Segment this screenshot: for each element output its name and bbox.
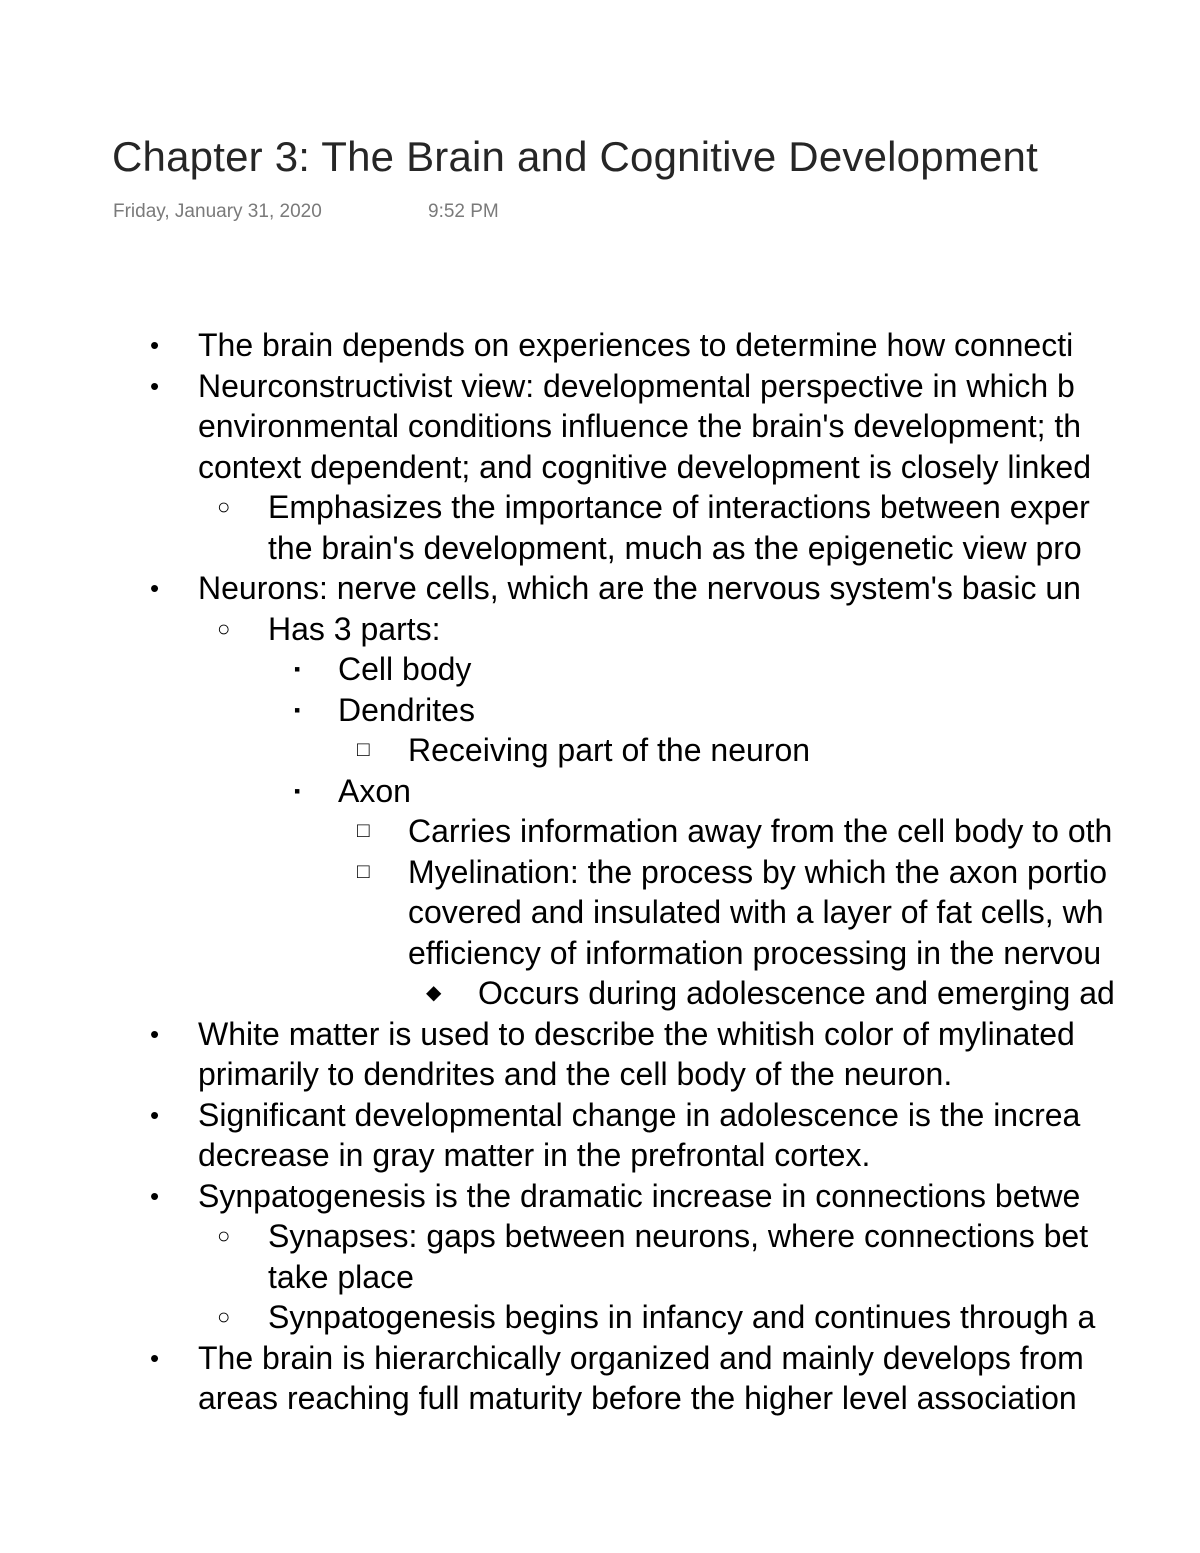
bullet-marker-icon: ○ [217, 494, 231, 519]
list-item-text: take place [268, 1258, 414, 1295]
list-item [0, 487, 1200, 568]
list-item-text: decrease in gray matter in the prefrontal cortex. [198, 1137, 871, 1173]
list-item-text: covered and insulated with a layer of fat cells, wh [408, 894, 1104, 930]
list-item-text: Myelination: the process by which the axon portio [408, 853, 1108, 890]
bullet-marker-icon: ▪ [294, 699, 301, 720]
list-item-text: the brain's development, much as the epigenetic view pro [268, 529, 1082, 566]
list-item [0, 609, 1200, 650]
list-item [0, 568, 1200, 609]
list-item-text: Cell body [338, 651, 472, 687]
note-body [0, 325, 1200, 1435]
bullet-marker-icon: ▪ [294, 659, 301, 679]
list-item [0, 690, 1200, 731]
list-item-text: Neurconstructivist view: developmental perspective in which b [198, 367, 1075, 404]
bullet-marker-icon: ○ [217, 1223, 231, 1248]
list-item [0, 1338, 1200, 1419]
list-item-text: Synpatogenesis is the dramatic increase in connections betwe [198, 1177, 1081, 1214]
list-item-text: White matter is used to describe the whitish color of mylinated [198, 1015, 1075, 1052]
list-item [0, 366, 1200, 488]
bullet-marker-icon: • [150, 1099, 160, 1130]
list-item-text: Synapses: gaps between neurons, where connections bet [268, 1218, 1089, 1254]
list-item-text: Has 3 parts: [268, 610, 441, 647]
bullet-marker-icon: • [150, 1342, 160, 1373]
list-item-text: efficiency of information processing in the nervou [408, 934, 1102, 971]
list-item [0, 852, 1200, 974]
list-item-text: primarily to dendrites and the cell body of the neuron. [198, 1056, 953, 1092]
bullet-marker-icon: ◆ [426, 982, 442, 1004]
bullet-marker-icon: • [150, 1180, 160, 1211]
bullet-marker-icon: □ [357, 819, 370, 842]
list-item-text: Synpatogenesis begins in infancy and continues through a [268, 1299, 1096, 1335]
list-item [0, 1176, 1200, 1217]
list-item [0, 1095, 1200, 1176]
list-item-text: Axon [338, 772, 411, 809]
bullet-list [0, 325, 1200, 1419]
list-item-text: environmental conditions influence the brain's development; th [198, 408, 1082, 444]
list-item-text: Receiving part of the neuron [408, 732, 811, 768]
list-item-text: areas reaching full maturity before the higher level association [198, 1380, 1077, 1416]
list-item [0, 1014, 1200, 1095]
list-item-text: Carries information away from the cell body to oth [408, 813, 1113, 849]
bullet-marker-icon: ○ [217, 615, 231, 641]
list-item [0, 1297, 1200, 1338]
list-item [0, 730, 1200, 771]
bullet-marker-icon: □ [357, 738, 370, 761]
list-item [0, 771, 1200, 812]
list-item-text: Emphasizes the importance of interactions between exper [268, 489, 1090, 525]
list-item [0, 811, 1200, 852]
list-item [0, 973, 1200, 1014]
bullet-marker-icon: ▪ [294, 780, 301, 801]
list-item-text: Occurs during adolescence and emerging ad [478, 975, 1115, 1011]
list-item [0, 1216, 1200, 1297]
bullet-marker-icon: • [150, 330, 160, 360]
list-item [0, 649, 1200, 690]
list-item-text: The brain is hierarchically organized and mainly develops from [198, 1339, 1084, 1376]
bullet-marker-icon: • [150, 573, 160, 603]
list-item [0, 325, 1200, 366]
bullet-marker-icon: • [150, 1018, 160, 1049]
list-item-text: Dendrites [338, 691, 475, 728]
note-time: 9:52 PM [428, 201, 499, 222]
list-item-text: Significant developmental change in adolescence is the increa [198, 1096, 1081, 1133]
list-item-text: The brain depends on experiences to determine how connecti [198, 327, 1074, 363]
page-title: Chapter 3: The Brain and Cognitive Development [112, 133, 1038, 180]
list-item-text: Neurons: nerve cells, which are the nervous system's basic un [198, 570, 1081, 606]
bullet-marker-icon: ○ [217, 1304, 231, 1329]
bullet-marker-icon: □ [357, 859, 370, 883]
list-item-text: context dependent; and cognitive development is closely linked [198, 448, 1092, 485]
note-date: Friday, January 31, 2020 [113, 201, 322, 222]
bullet-marker-icon: • [150, 370, 160, 401]
